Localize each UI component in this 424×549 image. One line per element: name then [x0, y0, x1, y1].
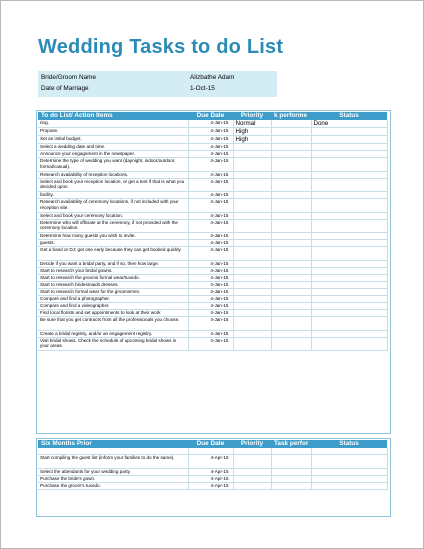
table-row	[38, 309, 387, 316]
due-date-cell[interactable]: 4-Jan-15	[188, 302, 233, 309]
priority-cell[interactable]	[233, 337, 271, 351]
status-cell[interactable]	[311, 482, 387, 489]
table-row	[38, 240, 387, 247]
due-date-cell[interactable]: 4-Jan-15	[188, 274, 233, 281]
task-cell[interactable]: Select and book your ceremony location.	[38, 212, 188, 219]
task-cell[interactable]: Compare and find a videographer.	[38, 302, 188, 309]
task-cell[interactable]: Start to research your bridal gowns.	[38, 267, 188, 274]
due-date-cell[interactable]: 4-Jan-15	[188, 281, 233, 288]
task-cell[interactable]: Propose.	[38, 128, 188, 136]
table-row	[38, 128, 387, 136]
task-cell[interactable]: Determine the type of wedding you want (daynight, indoor/outdoor, formal/casual).	[38, 158, 188, 172]
table-row	[38, 330, 387, 337]
priority-cell[interactable]	[233, 212, 271, 219]
table-row	[38, 192, 387, 199]
table-row	[38, 219, 387, 233]
performer-cell[interactable]	[271, 274, 311, 281]
performer-cell[interactable]	[271, 260, 311, 267]
performer-cell[interactable]	[271, 158, 311, 172]
col-header-priority: Priority	[233, 112, 271, 120]
status-cell[interactable]	[311, 302, 387, 309]
six-months-table	[38, 440, 388, 490]
priority-cell[interactable]	[233, 233, 271, 240]
due-date-cell[interactable]: 4-Jan-15	[188, 171, 233, 178]
priority-cell[interactable]	[233, 158, 271, 172]
task-cell[interactable]: Purchase the groom's tuxedo.	[38, 482, 188, 489]
task-cell[interactable]: Start to research the grooms formal wear/tuxedo.	[38, 274, 188, 281]
table-row	[38, 468, 387, 475]
performer-cell[interactable]	[271, 219, 311, 233]
col-header-performer: k performe	[271, 112, 311, 120]
task-cell[interactable]: Announce your engagement in the newspaper.	[38, 151, 188, 158]
table-row	[38, 281, 387, 288]
table-row	[38, 260, 387, 267]
due-date-cell[interactable]: 4-Jan-15	[188, 178, 233, 192]
table-row	[38, 151, 387, 158]
col-header-task: To do List/ Action Items	[38, 112, 188, 120]
performer-cell[interactable]	[271, 120, 311, 128]
priority-cell[interactable]	[233, 240, 271, 247]
priority-cell[interactable]	[233, 199, 271, 213]
performer-cell[interactable]	[271, 267, 311, 274]
priority-cell[interactable]: High	[233, 136, 271, 144]
priority-cell[interactable]	[233, 475, 271, 482]
due-date-cell[interactable]: 4-Jan-15	[188, 267, 233, 274]
performer-cell[interactable]	[271, 455, 311, 469]
performer-cell[interactable]	[271, 330, 311, 337]
col-header-section: Six Months Prior	[38, 440, 188, 448]
marriage-date-label: Date of Marriage	[41, 85, 89, 92]
due-date-cell[interactable]: 4-Apr-15	[188, 468, 233, 475]
status-cell[interactable]	[311, 219, 387, 233]
task-cell[interactable]: Get a band or DJ; get one early because they can get booked quickly.	[38, 247, 188, 261]
performer-cell[interactable]	[271, 128, 311, 136]
performer-cell[interactable]	[271, 302, 311, 309]
due-date-cell[interactable]: 4-Jan-15	[188, 316, 233, 330]
table-row	[38, 267, 387, 274]
status-cell[interactable]	[311, 281, 387, 288]
table-header-row	[38, 112, 387, 120]
performer-cell[interactable]	[271, 295, 311, 302]
table-header-row	[38, 440, 387, 448]
status-cell[interactable]: Done	[311, 120, 387, 128]
task-cell[interactable]: Find local florists and set appointments to look at their work	[38, 309, 188, 316]
performer-cell[interactable]	[271, 199, 311, 213]
task-cell[interactable]: Select and book your reception location, or get a tent if that is what you decided upon	[38, 178, 188, 192]
due-date-cell[interactable]: 4-Apr-15	[188, 455, 233, 469]
task-cell[interactable]: ring.	[38, 120, 188, 128]
priority-cell[interactable]	[233, 144, 271, 151]
info-block	[38, 71, 277, 97]
col-header-due-date: Due Date	[188, 440, 233, 448]
status-cell[interactable]	[311, 260, 387, 267]
table-row	[38, 144, 387, 151]
status-cell[interactable]	[311, 468, 387, 475]
task-cell[interactable]: Decide if you want a bridal party, and if so, then how large.	[38, 260, 188, 267]
performer-cell[interactable]	[271, 288, 311, 295]
task-cell[interactable]: Start to research bridesmaids dresses.	[38, 281, 188, 288]
status-cell[interactable]	[311, 240, 387, 247]
priority-cell[interactable]: Normal	[233, 120, 271, 128]
status-cell[interactable]	[311, 178, 387, 192]
performer-cell[interactable]	[271, 192, 311, 199]
col-header-priority: Priority	[233, 440, 271, 448]
status-cell[interactable]	[311, 158, 387, 172]
task-cell[interactable]: Research availability of reception locations.	[38, 171, 188, 178]
due-date-cell[interactable]: 4-Jan-15	[188, 128, 233, 136]
performer-cell[interactable]	[271, 482, 311, 489]
due-date-cell[interactable]: 4-Jan-15	[188, 233, 233, 240]
priority-cell[interactable]: High	[233, 128, 271, 136]
table-row	[38, 295, 387, 302]
task-cell[interactable]: Set an initial budget.	[38, 136, 188, 144]
performer-cell[interactable]	[271, 247, 311, 261]
task-cell[interactable]: Start to research formal wear for the groomsmen.	[38, 288, 188, 295]
table-row	[38, 455, 387, 469]
table-row	[38, 178, 387, 192]
priority-cell[interactable]	[233, 288, 271, 295]
due-date-cell[interactable]: 4-Jan-15	[188, 260, 233, 267]
due-date-cell[interactable]: 4-Apr-15	[188, 475, 233, 482]
marriage-date-value[interactable]: 1-Oct-15	[190, 85, 215, 92]
task-cell[interactable]: facility.	[38, 192, 188, 199]
due-date-cell[interactable]: 4-Jan-15	[188, 212, 233, 219]
table-row	[38, 171, 387, 178]
priority-cell[interactable]	[233, 316, 271, 330]
priority-cell[interactable]	[233, 302, 271, 309]
bride-groom-value[interactable]: Alizbathe Adam	[190, 74, 235, 81]
table-row	[38, 120, 387, 128]
due-date-cell[interactable]: 4-Jan-15	[188, 158, 233, 172]
priority-cell[interactable]	[233, 178, 271, 192]
table-row	[38, 288, 387, 295]
priority-cell[interactable]	[233, 309, 271, 316]
page-title: Wedding Tasks to do List	[38, 36, 284, 58]
tasks-table	[38, 112, 388, 351]
status-cell[interactable]	[311, 128, 387, 136]
performer-cell[interactable]	[271, 151, 311, 158]
col-header-performer: Task perfor	[271, 440, 311, 448]
due-date-cell[interactable]: 4-Jan-15	[188, 192, 233, 199]
performer-cell[interactable]	[271, 337, 311, 351]
priority-cell[interactable]	[233, 295, 271, 302]
status-cell[interactable]	[311, 136, 387, 144]
priority-cell[interactable]	[233, 219, 271, 233]
col-header-status: Status	[311, 440, 387, 448]
task-cell[interactable]: Compare and find a photographer.	[38, 295, 188, 302]
status-cell[interactable]	[311, 199, 387, 213]
task-cell[interactable]: Purchase the bride's gown.	[38, 475, 188, 482]
status-cell[interactable]	[311, 475, 387, 482]
status-cell[interactable]	[311, 288, 387, 295]
table-row	[38, 475, 387, 482]
table-row	[38, 337, 387, 351]
performer-cell[interactable]	[271, 240, 311, 247]
status-cell[interactable]	[311, 192, 387, 199]
due-date-cell[interactable]: 4-Jan-15	[188, 295, 233, 302]
table-row	[38, 316, 387, 330]
table-row	[38, 136, 387, 144]
performer-cell[interactable]	[271, 309, 311, 316]
due-date-cell[interactable]: 4-Jan-15	[188, 330, 233, 337]
due-date-cell[interactable]: 4-Jan-15	[188, 309, 233, 316]
table-row	[38, 158, 387, 172]
performer-cell[interactable]	[271, 212, 311, 219]
priority-cell[interactable]	[233, 171, 271, 178]
status-cell[interactable]	[311, 274, 387, 281]
priority-cell[interactable]	[233, 274, 271, 281]
table-row	[38, 274, 387, 281]
task-cell[interactable]: Determine how many guests you wish to invite.	[38, 233, 188, 240]
performer-cell[interactable]	[271, 281, 311, 288]
due-date-cell[interactable]: 4-Jan-15	[188, 144, 233, 151]
due-date-cell[interactable]: 4-Jan-15	[188, 151, 233, 158]
task-cell[interactable]: Select a wedding date and time.	[38, 144, 188, 151]
task-cell[interactable]: Visit bridal shows. Check the schedule of upcoming bridal shows in your areas.	[38, 337, 188, 351]
performer-cell[interactable]	[271, 136, 311, 144]
table-row	[38, 199, 387, 213]
status-cell[interactable]	[311, 295, 387, 302]
status-cell[interactable]	[311, 337, 387, 351]
priority-cell[interactable]	[233, 281, 271, 288]
task-cell[interactable]: Determine who will officiate at the ceremony, if not provided with the ceremony location.	[38, 219, 188, 233]
priority-cell[interactable]	[233, 247, 271, 261]
table-row	[38, 212, 387, 219]
priority-cell[interactable]	[233, 151, 271, 158]
due-date-cell[interactable]: 4-Jan-15	[188, 219, 233, 233]
status-cell[interactable]	[311, 309, 387, 316]
table-row	[38, 247, 387, 261]
task-cell[interactable]: Create a bridal registry, and/or an engagement registry.	[38, 330, 188, 337]
due-date-cell[interactable]: 4-Jan-15	[188, 288, 233, 295]
status-cell[interactable]	[311, 247, 387, 261]
status-cell[interactable]	[311, 455, 387, 469]
priority-cell[interactable]	[233, 482, 271, 489]
status-cell[interactable]	[311, 151, 387, 158]
due-date-cell[interactable]: 4-Apr-15	[188, 482, 233, 489]
task-cell[interactable]: guests.	[38, 240, 188, 247]
task-cell[interactable]: Be sure that you get contracts from all the professionals you choose.	[38, 316, 188, 330]
status-cell[interactable]	[311, 316, 387, 330]
performer-cell[interactable]	[271, 475, 311, 482]
performer-cell[interactable]	[271, 171, 311, 178]
task-cell[interactable]: Select the attendants for your wedding party.	[38, 468, 188, 475]
status-cell[interactable]	[311, 144, 387, 151]
due-date-cell[interactable]: 4-Jan-15	[188, 240, 233, 247]
status-cell[interactable]	[311, 171, 387, 178]
due-date-cell[interactable]: 4-Jan-15	[188, 136, 233, 144]
performer-cell[interactable]	[271, 316, 311, 330]
performer-cell[interactable]	[271, 144, 311, 151]
due-date-cell[interactable]: 4-Jan-15	[188, 337, 233, 351]
status-cell[interactable]	[311, 212, 387, 219]
table-row	[38, 482, 387, 489]
due-date-cell[interactable]: 4-Jan-15	[188, 247, 233, 261]
status-cell[interactable]	[311, 267, 387, 274]
status-cell[interactable]	[311, 330, 387, 337]
performer-cell[interactable]	[271, 468, 311, 475]
bride-groom-label: Bride/Groom Name	[41, 74, 97, 81]
due-date-cell[interactable]: 4-Jan-15	[188, 120, 233, 128]
priority-cell[interactable]	[233, 267, 271, 274]
due-date-cell[interactable]: 4-Jan-15	[188, 199, 233, 213]
table-row	[38, 233, 387, 240]
task-cell[interactable]: Research availability of ceremony locations, if not included with your reception site.	[38, 199, 188, 213]
task-cell[interactable]: Start compiling the guest list (inform your families to do the same).	[38, 455, 188, 469]
col-header-status: Status	[311, 112, 387, 120]
status-cell[interactable]	[311, 233, 387, 240]
table-row	[38, 302, 387, 309]
priority-cell[interactable]	[233, 330, 271, 337]
priority-cell[interactable]	[233, 468, 271, 475]
performer-cell[interactable]	[271, 233, 311, 240]
priority-cell[interactable]	[233, 455, 271, 469]
col-header-due-date: Due Date	[188, 112, 233, 120]
priority-cell[interactable]	[233, 192, 271, 199]
performer-cell[interactable]	[271, 178, 311, 192]
priority-cell[interactable]	[233, 260, 271, 267]
